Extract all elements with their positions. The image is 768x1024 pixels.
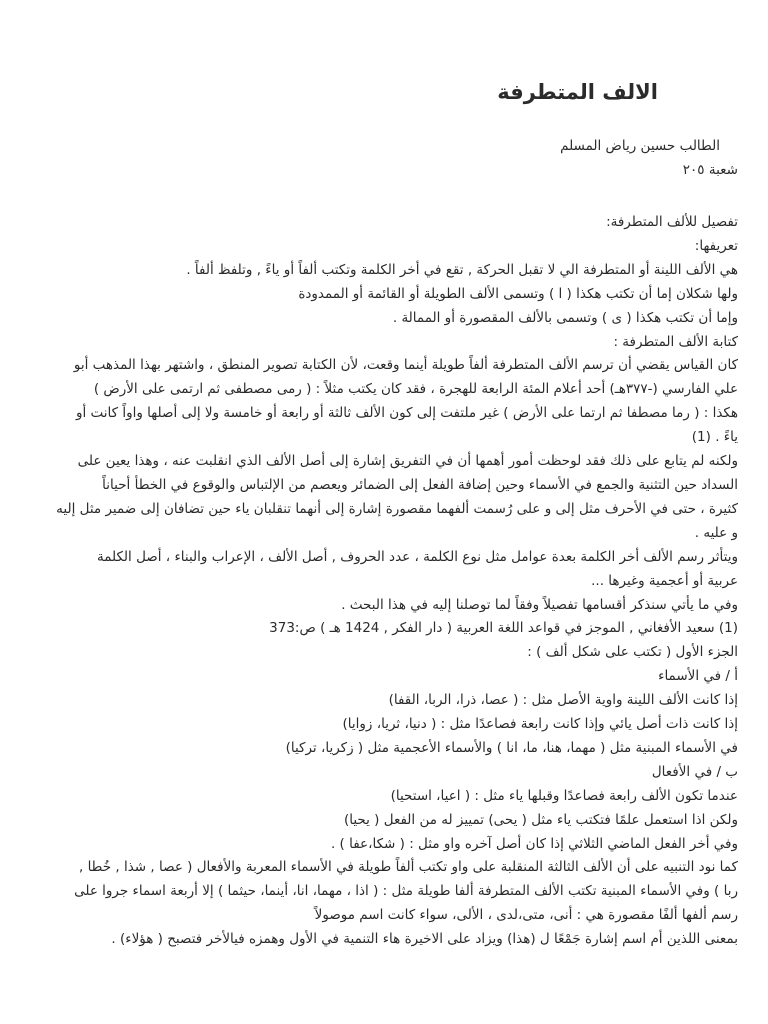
- paragraph-line: كثيرة ، حتى في الأحرف مثل إلى و على رُسمت ألفهما مقصورة إشارة إلى أنهما تنقلبان ياء حين تضافان إلى ضمير مثل إليه: [56, 500, 738, 517]
- paragraph-line: ويتأثر رسم الألف أخر الكلمة بعدة عوامل مثل نوع الكلمة ، عدد الحروف , أصل الألف ، الإعراب والبناء ، أصل الكلمة: [96, 548, 738, 565]
- subheading-verbs: ب / في الأفعال: [651, 763, 738, 780]
- heading-detail: تفصيل للألف المتطرفة:: [606, 214, 738, 230]
- author-name: الطالب حسين رياض المسلم: [560, 138, 720, 154]
- paragraph-line: هي الألف اللينة أو المتطرفة الي لا تقبل الحركة , تقع في أخر الكلمة وتكتب ألفاً أو ياءً , وتلفظ ألفاً .: [186, 261, 738, 278]
- heading-writing: كتابة الألف المتطرفة :: [613, 333, 738, 350]
- paragraph-line: إذا كانت ذات أصل يائي وإذا كانت رابعة فصاعدًا مثل : ( دنيا، ثريا، زوايا): [342, 716, 738, 733]
- paragraph-line: وفي ما يأتي سنذكر أقسامها تفصيلاً وفقاً لما توصلنا إليه في هذا البحث .: [341, 596, 738, 613]
- heading-part-one: الجزء الأول ( تكتب على شكل ألف ) :: [527, 644, 738, 661]
- paragraph-line: ياءً . (1): [691, 429, 738, 446]
- page-title: الالف المتطرفة: [497, 80, 658, 104]
- section-number: شعبة ٢٠٥: [682, 162, 738, 178]
- paragraph-line: في الأسماء المبنية مثل ( مهما، هنا، ما، انا ) والأسماء الأعجمية مثل ( زكريا، تركيا): [285, 739, 738, 756]
- paragraph-line: عندما تكون الألف رابعة فصاعدًا وقبلها ياء مثل : ( اعيا، استحيا): [390, 787, 738, 804]
- paragraph-line: و عليه .: [694, 524, 738, 541]
- paragraph-line: ولها شكلان إما أن تكتب هكذا ( ا ) وتسمى الألف الطويلة أو القائمة أو الممدودة: [298, 285, 738, 302]
- paragraph-line: السداد حين التثنية والجمع في الأسماء وحين إضافة الفعل إلى الضمائر ويعصم من الإلتباس والوقوع في الخطأ أحياناً: [102, 476, 738, 493]
- paragraph-line: وفي أخر الفعل الماضي الثلاثي إذا كان أصل آخره واو مثل : ( شكا،عفا ) .: [330, 835, 738, 852]
- paragraph-line: هكذا : ( رما مصطفا ثم ارتما على الأرض ) غير ملتفت إلى كون الألف ثالثة أو رابعة أو خامسة ولا إلى أصلها واواً كانت أو: [75, 405, 738, 422]
- paragraph-line: ربا ) وفي الأسماء المبنية تكتب الألف المتطرفة ألفا طويلة مثل : ( اذا ، مهما، انا، أينما، حيثما ) إلا أربعة اسماء جروا على: [74, 883, 738, 900]
- paragraph-line: رسم ألفها ألفًا مقصورة هي : أنى، متى،لدى ، الألى، سواء كانت اسم موصولاً: [314, 907, 738, 924]
- paragraph-line: ولكن اذا استعمل علمًا فتكتب ياء مثل ( يحى) تمييز له من الفعل ( يحيا): [343, 811, 738, 828]
- paragraph-line: وإما أن تكتب هكذا ( ى ) وتسمى بالألف المقصورة أو الممالة .: [392, 309, 738, 326]
- heading-definition: تعريفها:: [694, 237, 738, 254]
- paragraph-line: بمعنى اللذين أم اسم إشارة جَمْعًا ل (هذا) ويزاد على الاخيرة هاء التنمية في الأول وهمزه فيالأخر فتصبح ( هؤلاء) .: [111, 931, 738, 948]
- paragraph-line: كان القياس يقضي أن ترسم الألف المتطرفة ألفاً طويلة أينما وقعت، لأن الكتابة تصوير المنطق ، واشتهر بهذا المذهب أبو: [73, 357, 738, 374]
- paragraph-line: كما نود التنبيه على أن الألف الثالثة المنقلبة على واو تكتب ألفاً طويلة في الأسماء المعربة والأفعال ( عصا , شذا , خُطا ,: [78, 859, 738, 876]
- footnote: (1) سعيد الأفغاني , الموجز في قواعد اللغة العربية ( دار الفكر , 1424 هـ ) ص:373: [269, 620, 738, 637]
- subheading-nouns: أ / في الأسماء: [658, 668, 738, 685]
- document-body: [30, 211, 738, 952]
- paragraph-line: عربية أو أعجمية وغيرها ...: [591, 572, 738, 589]
- paragraph-line: إذا كانت الألف اللينة واوية الأصل مثل : ( عصا، ذرا، الربا، القفا): [388, 692, 738, 709]
- paragraph-line: علي الفارسي (-٣٧٧هـ) أحد أعلام المئة الرابعة للهجرة ، فقد كان يكتب مثلاً : ( رمى مصطفى ثم ارتمى على الأرض ): [93, 381, 738, 398]
- paragraph-line: ولكنه لم يتابع على ذلك فقد لوحظت أمور أهمها أن في التفريق إشارة إلى أصل الألف الذي انقلبت عنه ، وهذا يعين على: [77, 453, 738, 470]
